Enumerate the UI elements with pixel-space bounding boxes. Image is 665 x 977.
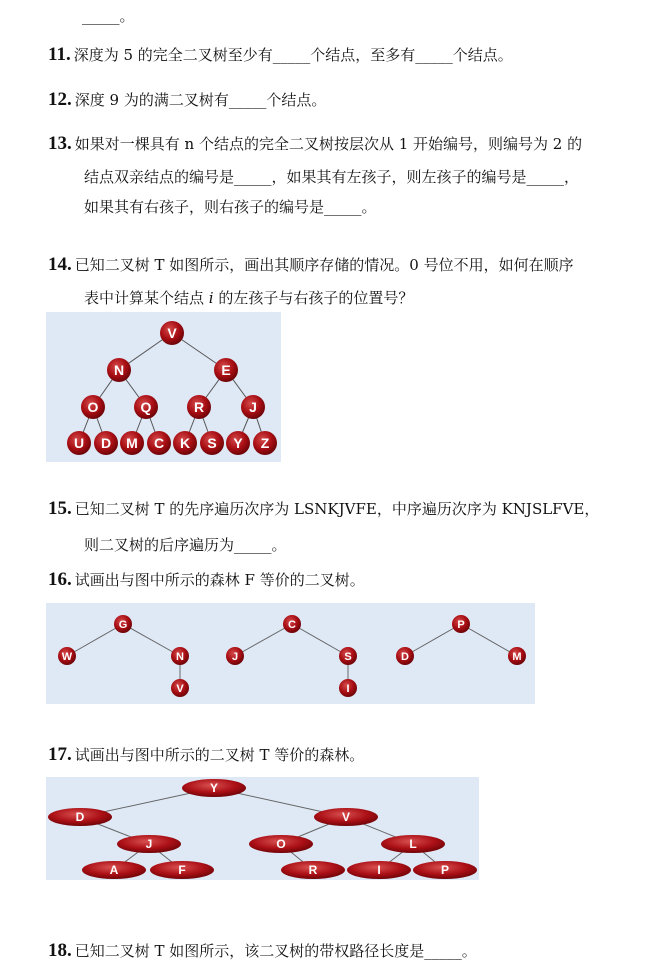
svg-text:Y: Y: [233, 435, 243, 451]
question-18: [48, 941, 477, 961]
q16-forest-svg: [46, 603, 535, 704]
tree-node: [187, 395, 211, 419]
continued-blank: _____。: [82, 7, 135, 25]
question-number: 16.: [48, 569, 72, 590]
tree-node: [200, 431, 224, 455]
svg-text:K: K: [179, 435, 191, 451]
forest-node: [171, 647, 189, 665]
svg-text:L: L: [409, 837, 417, 851]
svg-text:J: J: [249, 399, 257, 415]
tree-node: [241, 395, 265, 419]
svg-text:J: J: [145, 837, 153, 851]
svg-text:S: S: [344, 651, 352, 663]
svg-text:M: M: [126, 435, 138, 451]
question-14-line-2: [84, 288, 413, 308]
question-number: 14.: [48, 254, 72, 275]
q14-tree-figure: [46, 312, 281, 462]
svg-text:C: C: [288, 619, 296, 631]
tree-node: [82, 861, 146, 879]
svg-text:C: C: [153, 435, 165, 451]
tree-node: [117, 835, 181, 853]
tree-node-root: [160, 321, 184, 345]
svg-text:V: V: [167, 325, 177, 341]
question-13-line-3: 如果其有右孩子，则右孩子的编号是_____。: [84, 198, 377, 216]
question-text: 已知二叉树 T 如图所示，该二叉树的带权路径长度是_____。: [74, 942, 477, 960]
svg-text:A: A: [109, 863, 119, 877]
forest-node: [58, 647, 76, 665]
forest-node: [226, 647, 244, 665]
question-13: [48, 134, 582, 154]
svg-text:I: I: [377, 863, 381, 877]
question-11: [48, 45, 513, 65]
svg-text:I: I: [346, 683, 350, 695]
question-number: 17.: [48, 744, 72, 765]
q14-tree-svg: [46, 312, 281, 462]
q17-tree-figure: [46, 777, 479, 880]
tree-node: [249, 835, 313, 853]
question-text: 表中计算某个结点: [84, 289, 209, 307]
svg-text:E: E: [221, 362, 231, 378]
question-text: 已知二叉树 T 如图所示，画出其顺序存储的情况。0 号位不用，如何在顺序: [74, 256, 574, 274]
tree-node: [150, 861, 214, 879]
tree-node: [173, 431, 197, 455]
svg-text:Q: Q: [140, 399, 152, 415]
tree-node: [381, 835, 445, 853]
tree-node: [214, 358, 238, 382]
forest-node-root: [283, 615, 301, 633]
question-text: 深度 9 为的满二叉树有_____个结点。: [74, 91, 327, 109]
svg-text:J: J: [231, 651, 239, 663]
svg-text:R: R: [308, 863, 318, 877]
svg-text:D: D: [401, 651, 409, 663]
forest-node-root: [114, 615, 132, 633]
tree-node: [314, 808, 378, 826]
question-number: 11.: [48, 44, 71, 65]
question-16: [48, 570, 365, 590]
question-15-line-2: 则二叉树的后序遍历为_____。: [84, 536, 287, 554]
tree-node: [226, 431, 250, 455]
svg-text:W: W: [61, 651, 73, 663]
svg-text:Z: Z: [260, 435, 270, 451]
svg-text:P: P: [440, 863, 450, 877]
svg-text:P: P: [457, 619, 465, 631]
tree-node: [147, 431, 171, 455]
question-number: 18.: [48, 940, 72, 961]
question-text: 如果对一棵具有 n 个结点的完全二叉树按层次从 1 开始编号，则编号为 2 的: [74, 135, 583, 153]
question-text: 已知二叉树 T 的先序遍历次序为 LSNKJVFE，中序遍历次序为 KNJSLFVE，: [74, 500, 600, 518]
question-17: [48, 745, 364, 765]
svg-text:R: R: [193, 399, 205, 415]
q16-forest-figure: [46, 603, 535, 704]
svg-text:V: V: [341, 810, 351, 824]
svg-text:F: F: [178, 863, 186, 877]
svg-text:V: V: [176, 683, 184, 695]
tree-node: [413, 861, 477, 879]
svg-text:O: O: [87, 399, 99, 415]
question-15: [48, 499, 599, 519]
forest-node: [171, 679, 189, 697]
svg-text:M: M: [512, 651, 522, 663]
q17-tree-svg: [46, 777, 479, 880]
question-14: [48, 255, 574, 275]
svg-text:D: D: [100, 435, 112, 451]
tree-node: [281, 861, 345, 879]
svg-text:G: G: [118, 619, 128, 631]
forest-node: [508, 647, 526, 665]
tree-node: [253, 431, 277, 455]
svg-text:N: N: [113, 362, 125, 378]
tree-node: [81, 395, 105, 419]
tree-node: [120, 431, 144, 455]
question-text: 试画出与图中所示的森林 F 等价的二叉树。: [74, 571, 365, 589]
forest-node: [339, 679, 357, 697]
svg-text:D: D: [75, 810, 85, 824]
question-text: 的左孩子与右孩子的位置号？: [213, 289, 414, 307]
svg-text:N: N: [176, 651, 184, 663]
question-13-line-2: 结点双亲结点的编号是_____，如果其有左孩子，则左孩子的编号是_____，: [84, 168, 580, 186]
svg-text:Y: Y: [209, 781, 219, 795]
tree-node: [134, 395, 158, 419]
question-number: 15.: [48, 498, 72, 519]
tree-node-root: [182, 779, 246, 797]
tree-node: [67, 431, 91, 455]
tree-node: [94, 431, 118, 455]
question-number: 13.: [48, 133, 72, 154]
forest-node: [396, 647, 414, 665]
question-12: [48, 90, 326, 110]
svg-text:O: O: [276, 837, 286, 851]
tree-node: [48, 808, 112, 826]
question-text: 深度为 5 的完全二叉树至少有_____个结点，至多有_____个结点。: [73, 46, 513, 64]
question-number: 12.: [48, 89, 72, 110]
svg-text:S: S: [207, 435, 217, 451]
forest-node-root: [452, 615, 470, 633]
tree-node: [107, 358, 131, 382]
svg-text:U: U: [73, 435, 85, 451]
question-text: 试画出与图中所示的二叉树 T 等价的森林。: [74, 746, 365, 764]
variable-i: i: [208, 289, 214, 307]
forest-node: [339, 647, 357, 665]
tree-node: [347, 861, 411, 879]
